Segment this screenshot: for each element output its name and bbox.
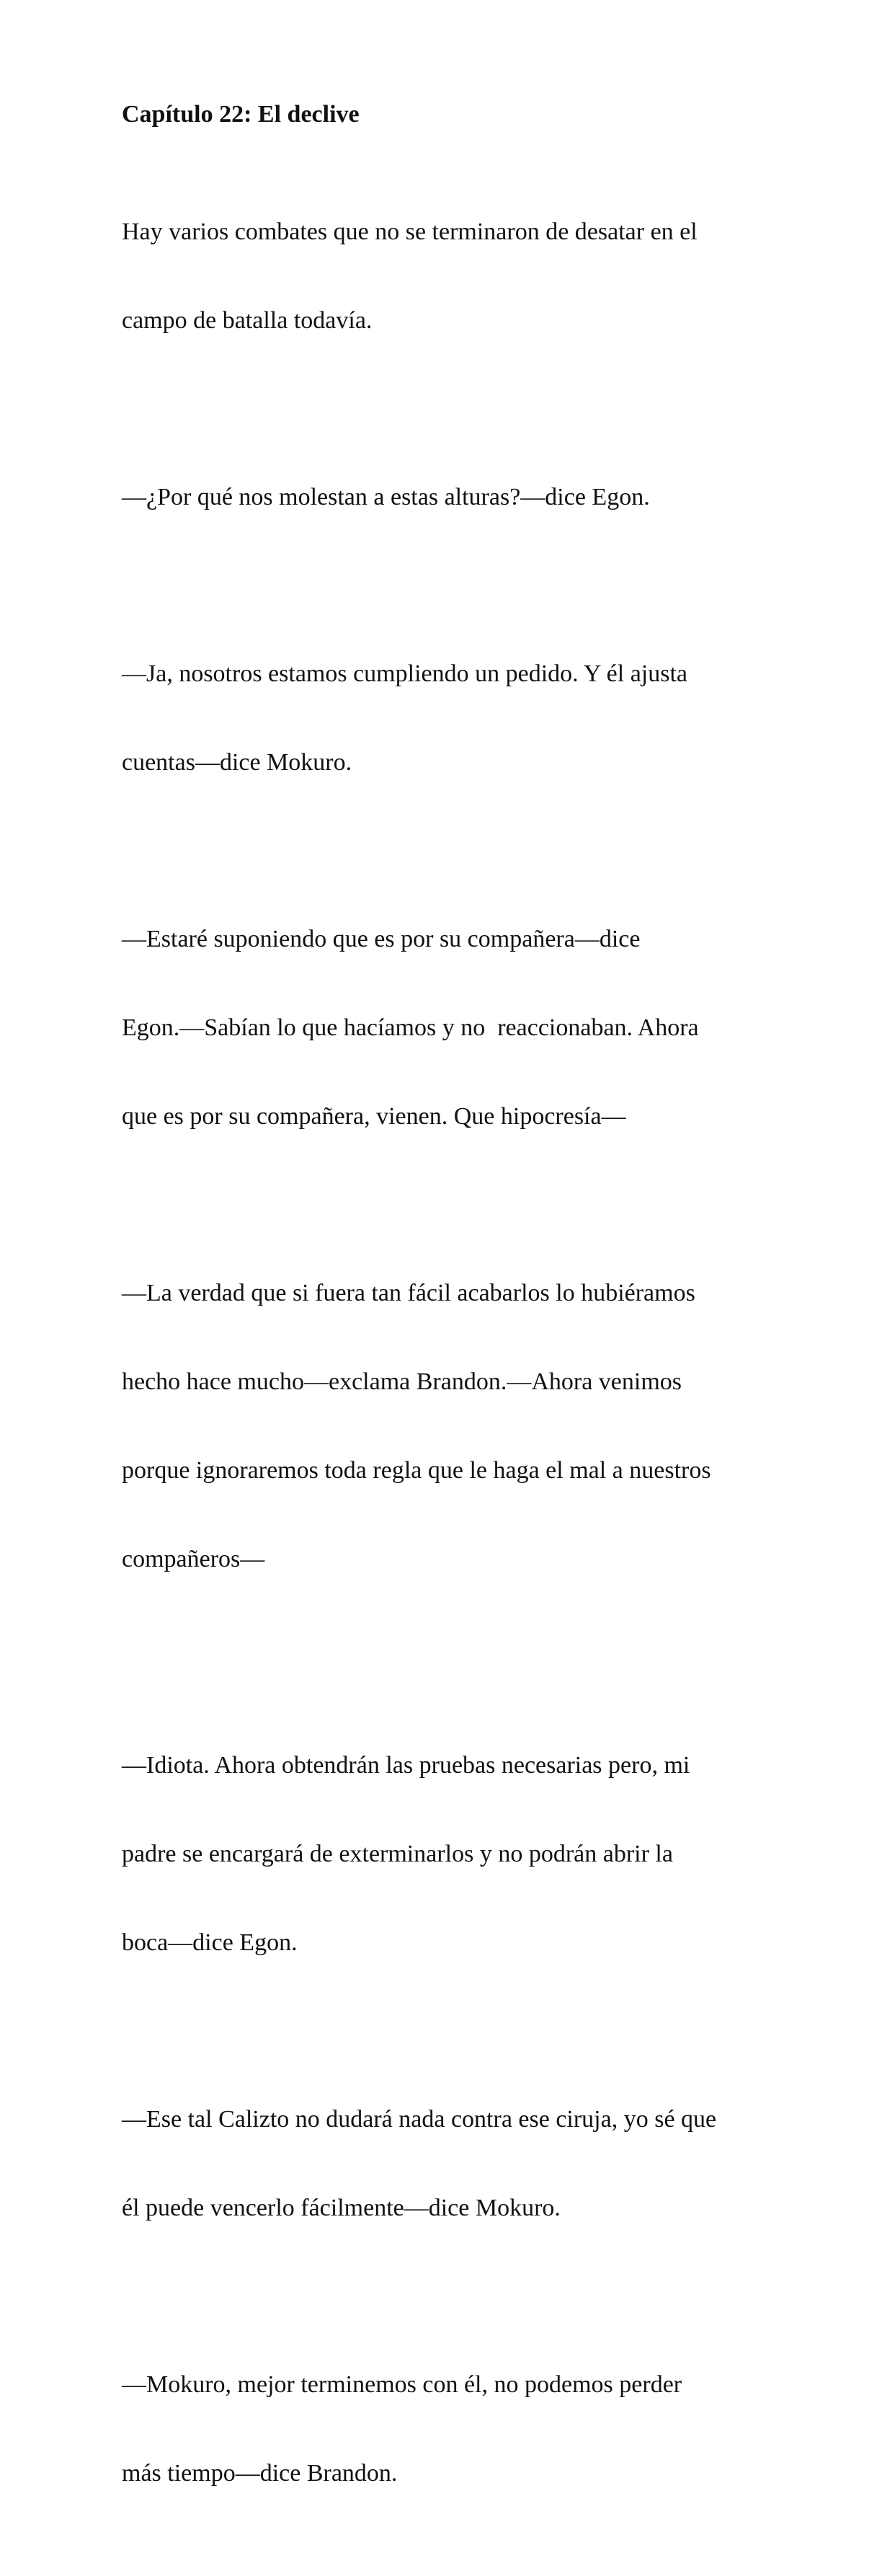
paragraph [122, 2045, 756, 2282]
text-line: —Estaré suponiendo que es por su compañera—dice [122, 926, 641, 952]
paragraph [122, 423, 756, 571]
text-line: —Ja, nosotros estamos cumpliendo un pedido. Y él ajusta [122, 660, 688, 687]
text-line: compañeros— [122, 1546, 265, 1572]
chapter-title: Capítulo 22: El declive [122, 101, 360, 128]
text-line: campo de batalla todavía. [122, 307, 373, 334]
text-line: porque ignoraremos toda regla que le haga el mal a nuestros [122, 1457, 711, 1484]
paragraph [122, 600, 756, 836]
text-line: Hay varios combates que no se terminaron de desatar en el [122, 218, 698, 245]
text-line: él puede vencerlo fácilmente—dice Mokuro. [122, 2195, 561, 2221]
text-line: boca—dice Egon. [122, 1929, 298, 1956]
text-line: —Mokuro, mejor terminemos con él, no podemos perder [122, 2371, 682, 2398]
text-line: que es por su compañera, vienen. Que hipocresía— [122, 1103, 626, 1130]
paragraph [122, 158, 756, 394]
text-line: —¿Por qué nos molestan a estas alturas?—dice Egon. [122, 484, 650, 510]
paragraph [122, 1219, 756, 1633]
paragraph [122, 865, 756, 1190]
paragraph [122, 1691, 756, 2017]
text-line: —La verdad que si fuera tan fácil acabarlos lo hubiéramos [122, 1280, 695, 1306]
paragraph [122, 2311, 756, 2547]
text-line: padre se encargará de exterminarlos y no podrán abrir la [122, 1841, 673, 1867]
text-line: hecho hace mucho—exclama Brandon.—Ahora venimos [122, 1368, 682, 1395]
text-line: cuentas—dice Mokuro. [122, 749, 352, 776]
text-line: más tiempo—dice Brandon. [122, 2460, 398, 2487]
text-line: Egon.—Sabían lo que hacíamos y no reaccionaban. Ahora [122, 1014, 699, 1041]
text-line: —Ese tal Calizto no dudará nada contra ese ciruja, yo sé que [122, 2106, 717, 2133]
text-line: —Idiota. Ahora obtendrán las pruebas necesarias pero, mi [122, 1752, 690, 1779]
document-body [122, 99, 756, 2576]
